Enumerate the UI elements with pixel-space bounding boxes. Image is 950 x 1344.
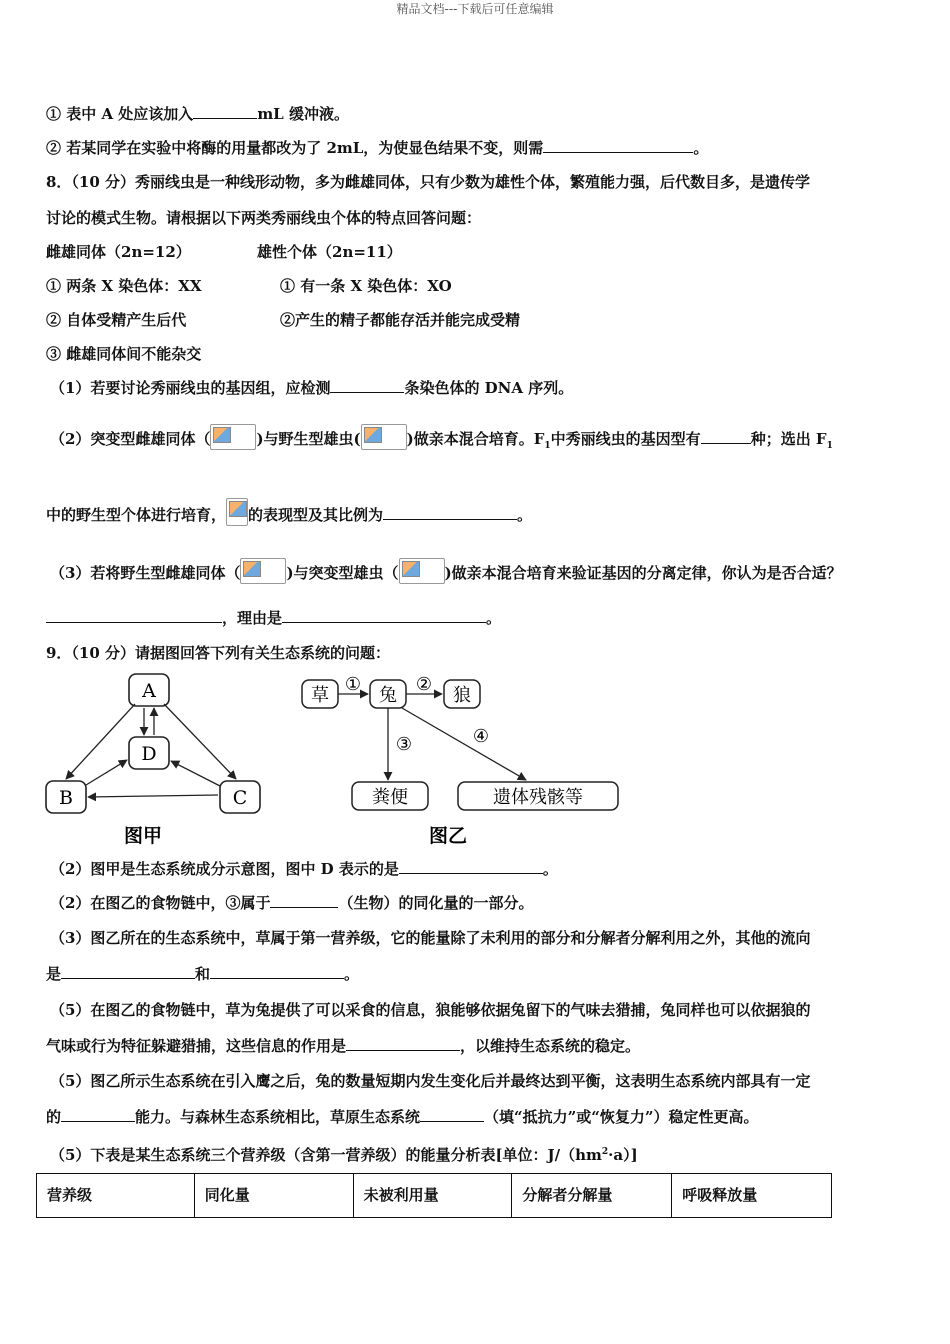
label-2: ②	[415, 674, 433, 695]
text: 。	[693, 139, 709, 157]
text: （5）下表是某生态系统三个营养级（含第一营养级）的能量分析表[单位：J/（hm	[50, 1146, 602, 1164]
table-header-cell: 分解者分解量	[512, 1174, 672, 1218]
q9-sub-5-cont	[46, 1107, 759, 1127]
text: )做亲本混合培育来验证基因的分离定律，你认为是否合适？	[444, 564, 842, 582]
genotype-image-icon	[361, 424, 407, 450]
text: 中的野生型个体进行培育，	[46, 506, 227, 524]
arrow-c-d	[171, 761, 220, 786]
answer-blank[interactable]	[282, 608, 486, 623]
answer-blank[interactable]	[193, 104, 257, 119]
q7-line-1	[46, 104, 349, 124]
text: )做亲本混合培育。F	[406, 430, 545, 448]
text: ① 表中 A 处应该加入	[46, 105, 194, 123]
generation-image-icon	[226, 498, 248, 526]
q7-line-2	[46, 138, 708, 158]
genotype-image-icon	[210, 424, 256, 450]
page-header: 精品文档---下载后可任意编辑	[396, 2, 554, 16]
text: （生物）的同化量的一部分。	[338, 894, 534, 912]
answer-blank[interactable]	[270, 893, 338, 908]
genotype-image-icon	[399, 558, 445, 584]
q8-b1: ① 有一条 X 染色体：XO	[280, 277, 452, 295]
q9-sub-2	[50, 893, 533, 913]
q8-part-2	[50, 424, 833, 456]
answer-blank[interactable]	[46, 608, 222, 623]
node-b-label: B	[59, 787, 73, 809]
superscript: 2	[601, 1147, 609, 1157]
node-c-label: C	[232, 787, 248, 809]
node-wolf-label: 狼	[453, 685, 471, 706]
answer-blank[interactable]	[701, 429, 751, 444]
arrow-c-b	[88, 795, 218, 797]
arrow-b-d	[86, 760, 127, 785]
node-remains-label: 遗体残骸等	[493, 787, 583, 808]
arrow-a-c	[164, 704, 236, 779]
label-4: ④	[472, 726, 490, 747]
text: （3）若将野生型雌雄同体（	[50, 564, 241, 582]
q8-part-2-cont	[46, 498, 532, 526]
q8-a1: ① 两条 X 染色体：XX	[46, 277, 202, 295]
text: )与野生型雄虫(	[256, 430, 361, 448]
answer-blank[interactable]	[543, 138, 693, 153]
text: （填“抵抗力”或“恢复力”）稳定性更高。	[484, 1108, 759, 1126]
text: ·a）]	[608, 1146, 638, 1164]
text: 的	[46, 1108, 62, 1126]
q9-sub-3: （3）图乙所在的生态系统中，草属于第一营养级，它的能量除了未利用的部分和分解者分解利用之外，其他的流向	[50, 929, 811, 947]
q8-intro-1: 8．（10 分）秀丽线虫是一种线形动物，多为雌雄同体，只有少数为雄性个体，繁殖能力强，后代数目多，是遗传学	[46, 173, 811, 191]
answer-blank[interactable]	[61, 964, 195, 979]
text: （2）突变型雌雄同体（	[50, 430, 211, 448]
q9-intro: 9．（10 分）请据图回答下列有关生态系统的问题：	[46, 644, 391, 662]
text: （2）在图乙的食物链中，③属于	[50, 894, 271, 912]
table-header-cell: 营养级	[37, 1174, 195, 1218]
q8-part-1	[50, 378, 573, 398]
q8-col-b-head: 雄性个体（2n=11）	[257, 243, 402, 261]
text: ，理由是	[222, 609, 283, 627]
text: 条染色体的 DNA 序列。	[404, 379, 574, 397]
node-feces-label: 粪便	[372, 787, 408, 808]
text: )与突变型雄虫（	[286, 564, 399, 582]
text: 。	[486, 609, 502, 627]
table-header-cell: 未被利用量	[353, 1174, 512, 1218]
answer-blank[interactable]	[61, 1107, 135, 1122]
answer-blank[interactable]	[330, 378, 404, 393]
q8-a3: ③ 雌雄同体间不能杂交	[46, 345, 202, 363]
energy-analysis-table	[36, 1173, 832, 1218]
answer-blank[interactable]	[383, 505, 517, 520]
q8-a2: ② 自体受精产生后代	[46, 311, 187, 329]
text: 能力。与森林生态系统相比，草原生态系统	[135, 1108, 421, 1126]
text: 的表现型及其比例为	[248, 506, 384, 524]
node-rabbit-label: 兔	[379, 685, 397, 706]
figure-jia	[40, 668, 275, 848]
arrow-a-b	[66, 704, 135, 779]
arrow-4	[402, 708, 526, 780]
figure-yi-caption: 图乙	[428, 825, 468, 847]
q8-col-a-head: 雌雄同体（2n=12）	[46, 243, 191, 261]
text: 和	[195, 965, 211, 983]
text: ② 若某同学在实验中将酶的用量都改为了 2mL，为使显色结果不变，则需	[46, 139, 544, 157]
q8-part-3	[50, 558, 842, 584]
q8-part-3-cont	[46, 608, 501, 628]
text: 。	[542, 860, 558, 878]
q9-sub-4-cont	[46, 1036, 640, 1056]
q9-sub-3-cont	[46, 964, 359, 984]
figure-jia-caption: 图甲	[123, 825, 163, 847]
answer-blank[interactable]	[346, 1036, 460, 1051]
q9-sub-1	[50, 859, 558, 879]
q8-b2: ②产生的精子都能存活并能完成受精	[280, 311, 521, 329]
q9-sub-4: （5）在图乙的食物链中，草为兔提供了可以采食的信息，狼能够依据兔留下的气味去猎捕，兔同样也可以依据狼的	[50, 1001, 811, 1019]
node-grass-label: 草	[311, 685, 329, 706]
text: 。	[344, 965, 360, 983]
figure-yi	[298, 668, 628, 848]
text: 种；选出 F	[750, 430, 827, 448]
q8-intro-2: 讨论的模式生物。请根据以下两类秀丽线虫个体的特点回答问题：	[46, 209, 482, 227]
q9-sub-5: （5）图乙所示生态系统在引入鹰之后，兔的数量短期内发生变化后并最终达到平衡，这表明生态系统内部具有一定	[50, 1072, 811, 1090]
label-3: ③	[395, 734, 413, 755]
label-1: ①	[344, 674, 362, 695]
text: 是	[46, 965, 62, 983]
subscript: 1	[544, 441, 551, 451]
text: 中秀丽线虫的基因型有	[550, 430, 701, 448]
text: （2）图甲是生态系统成分示意图，图中 D 表示的是	[50, 860, 399, 878]
subscript: 1	[826, 441, 833, 451]
node-a-label: A	[142, 680, 156, 702]
node-d-label: D	[141, 743, 157, 765]
table-header-cell: 同化量	[194, 1174, 353, 1218]
table-header-row	[37, 1174, 832, 1218]
answer-blank[interactable]	[399, 859, 543, 874]
table-header-cell: 呼吸释放量	[672, 1174, 832, 1218]
genotype-image-icon	[240, 558, 286, 584]
text: 气味或行为特征躲避猎捕，这些信息的作用是	[46, 1037, 347, 1055]
text: mL 缓冲液。	[257, 105, 349, 123]
text: ，以维持生态系统的稳定。	[460, 1037, 641, 1055]
text: （1）若要讨论秀丽线虫的基因组，应检测	[50, 379, 331, 397]
q9-sub-6	[50, 1142, 638, 1165]
answer-blank[interactable]	[210, 964, 344, 979]
text: 。	[517, 506, 533, 524]
answer-blank[interactable]	[420, 1107, 484, 1122]
